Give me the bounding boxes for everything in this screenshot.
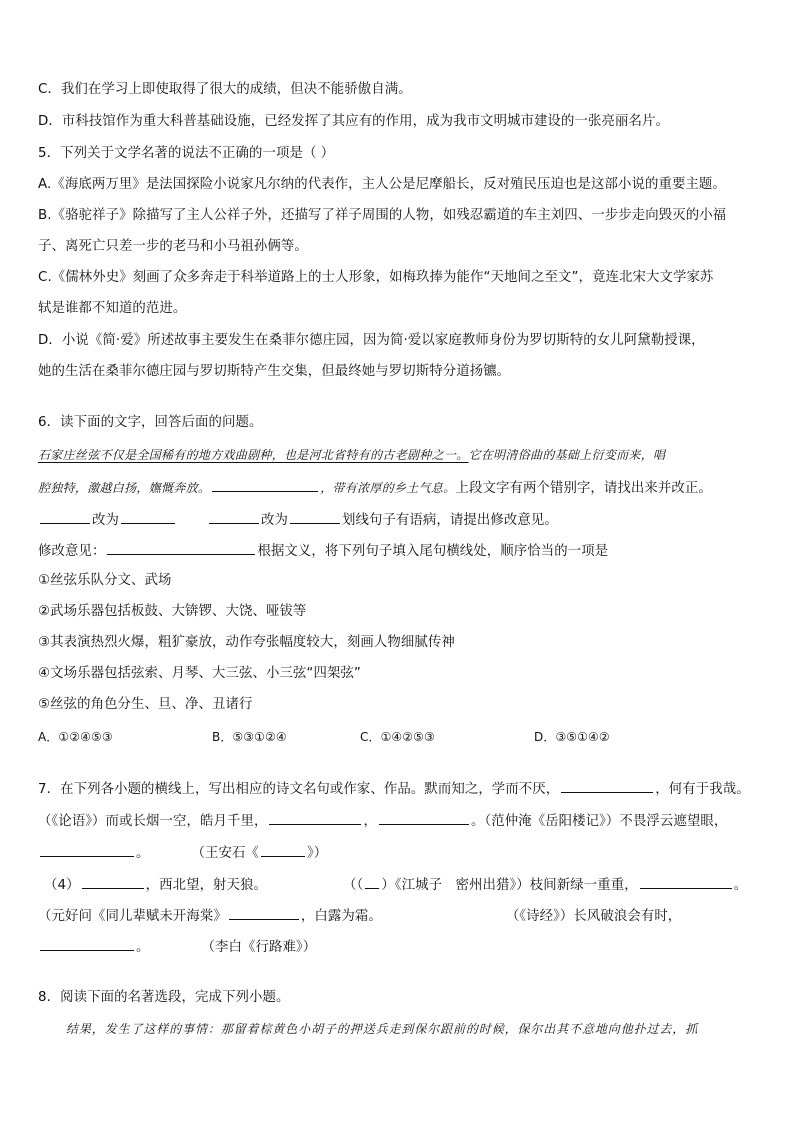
q7-line-6 <box>38 936 774 958</box>
q6-revise-line <box>38 540 774 562</box>
q6-order-instruction: 根据文义，将下列句子填入尾句横线处，顺序恰当的一项是 <box>257 544 609 559</box>
q6-option-c[interactable]: C．①④②⑤③ <box>360 730 435 744</box>
q7-text-5: 》） <box>306 846 328 861</box>
q7-text-12: （李白《行路难》） <box>201 940 317 955</box>
q8-passage-text: 结果，发生了这样的事情：那留着棕黄色小胡子的押送兵走到保尔跟前的时候，保尔出其不意地向他扑过去，抓 <box>66 1022 699 1036</box>
q6-passage-continued: 它在明清俗曲的基础上衍变而来，唱 <box>468 448 666 462</box>
q7-period-3: 。 <box>136 940 150 955</box>
q7-blank-1[interactable] <box>561 778 653 793</box>
q6-wrong-char-1-blank[interactable] <box>40 509 90 524</box>
q5-option-b-line1: B.《骆驼祥子》除描写了主人公祥子外，还描写了祥子周围的人物，如残忍霸道的车主刘四、一步步走向毁灭的小福 <box>38 208 727 223</box>
q6-item-1: ①丝弦乐队分文、武场 <box>38 573 172 588</box>
q7-blank-9[interactable] <box>229 905 299 920</box>
q7-blank-6[interactable] <box>82 874 144 889</box>
q6-option-d[interactable]: D．③⑤①④② <box>534 730 610 744</box>
q6-right-char-2-blank[interactable] <box>290 509 340 524</box>
q5-stem: 5．下列关于文学名著的说法不正确的一项是（ ） <box>38 146 335 161</box>
q6-passage-line2 <box>38 477 774 499</box>
q7-line-4 <box>38 874 774 896</box>
q5-option-d-line1: D．小说《简·爱》所述故事主要发生在桑菲尔德庄园，因为简·爱以家庭教师身份为罗切斯特的女儿阿黛勒授课， <box>38 333 705 348</box>
q7-text-11: （《诗经》）长风破浪会有时， <box>505 909 682 924</box>
q7-period-2: 。 <box>733 878 748 893</box>
q6-change-label-1: 改为 <box>92 513 119 528</box>
q6-change-label-2: 改为 <box>260 513 288 528</box>
q7-line-5 <box>38 905 774 927</box>
q6-revise-blank[interactable] <box>107 540 255 555</box>
q7-line-2 <box>38 810 774 832</box>
q5-option-a: A.《海底两万里》是法国探险小说家凡尔纳的代表作，主人公是尼摩船长，反对殖民压迫也是这部小说的重要主题。 <box>38 177 726 192</box>
q7-line-1 <box>38 778 774 800</box>
q6-passage-line1 <box>38 445 774 466</box>
q6-correction-line <box>38 509 774 531</box>
q7-text-10: ，白露为霜。 <box>300 909 382 924</box>
q6-grammar-instruction: 划线句子有语病，请提出修改意见。 <box>341 513 558 528</box>
q7-blank-5[interactable] <box>261 842 305 857</box>
q7-text-4: （王安石《 <box>191 846 259 861</box>
q6-wrong-char-2-blank[interactable] <box>209 509 259 524</box>
q7-blank-10[interactable] <box>40 936 134 951</box>
q8-passage <box>66 1019 774 1040</box>
q6-item-2: ②武场乐器包括板鼓、大锛锣、大饶、哑钹等 <box>38 604 307 619</box>
q7-text-8: ）《江城子 密州出猎》）枝间新绿一重重， <box>381 878 638 893</box>
q6-typo-instruction: 上段文字有两个错别字，请找出来并改正。 <box>455 481 712 496</box>
q6-passage-segment: 腔独特，激越白扬，嫵慨奔放。 <box>38 481 211 495</box>
q7-text-9: （元好问《同儿辈赋未开海棠》 <box>38 909 227 924</box>
q7-line-3 <box>38 842 774 864</box>
q5-option-c-line1: C.《儒林外史》刻画了众多奔走于科举道路上的士人形象，如梅玖捧为能作“天地间之至文”，竟连北宋大文学家苏 <box>38 270 714 285</box>
q7-blank-8[interactable] <box>640 874 732 889</box>
q7-text-3: 。（范仲淹《岳阳楼记》）不畏浮云遮望眼， <box>470 814 728 829</box>
q6-item-5: ⑤丝弦的角色分生、旦、净、丑诸行 <box>38 697 253 712</box>
q7-text-7: （（ <box>343 878 364 893</box>
q7-item-4-label: （4） <box>44 878 80 893</box>
q4-option-d: D．市科技馆作为重大科普基础设施，已经发挥了其应有的作用，成为我市文明城市建设的一张亮丽名片。 <box>38 114 669 129</box>
q6-passage-underlined: 石家庄丝弦不仅是全国稀有的地方戏曲剧种，也是河北省特有的古老剧种之一。 <box>38 448 469 462</box>
q7-blank-2[interactable] <box>269 810 361 825</box>
q7-text-2: （《论语》）而或长烟一空，皓月千里， <box>38 814 268 829</box>
q7-blank-7[interactable] <box>365 874 379 889</box>
q6-passage-end: ，带有浓厚的乡土气息。 <box>320 481 456 495</box>
q6-option-b[interactable]: B．⑤③①②④ <box>212 730 287 744</box>
q6-revise-label: 修改意见： <box>38 544 106 559</box>
q7-blank-3[interactable] <box>379 810 469 825</box>
q7-stem: 7．在下列各小题的横线上，写出相应的诗文名句或作家、作品。默而知之，学而不厌， <box>38 782 560 797</box>
q5-option-d-line2: 她的生活在桑菲尔德庄园与罗切斯特产生交集，但最终她与罗切斯特分道扬镳。 <box>38 364 511 379</box>
q6-options <box>38 727 774 747</box>
q6-item-3: ③其表演热烈火爆，粗犷豪放，动作夸张幅度较大，刻画人物细腻传神 <box>38 635 455 650</box>
q7-comma: ， <box>363 814 377 829</box>
q4-option-c: C．我们在学习上即使取得了很大的成绩，但决不能骄傲自满。 <box>38 82 412 97</box>
q6-option-a[interactable]: A．①②④⑤③ <box>38 730 113 744</box>
q5-option-c-line2: 轼是谁都不知道的范进。 <box>38 301 187 316</box>
q6-right-char-1-blank[interactable] <box>121 509 175 524</box>
q5-option-b-line2: 子、离死亡只差一步的老马和小马祖孙俩等。 <box>38 239 308 254</box>
q7-blank-4[interactable] <box>40 842 134 857</box>
q7-text-6: ，西北望，射天狼。 <box>145 878 268 893</box>
q6-item-4: ④文场乐器包括弦索、月琴、大三弦、小三弦“四架弦” <box>38 666 361 681</box>
q7-text-1: ，何有于我哉。 <box>655 782 750 797</box>
q8-stem: 8．阅读下面的名著选段，完成下列小题。 <box>38 990 290 1005</box>
q6-answer-blank-sentence[interactable] <box>212 477 318 492</box>
q6-stem: 6．读下面的文字，回答后面的问题。 <box>38 415 263 430</box>
q7-period: 。 <box>136 846 150 861</box>
